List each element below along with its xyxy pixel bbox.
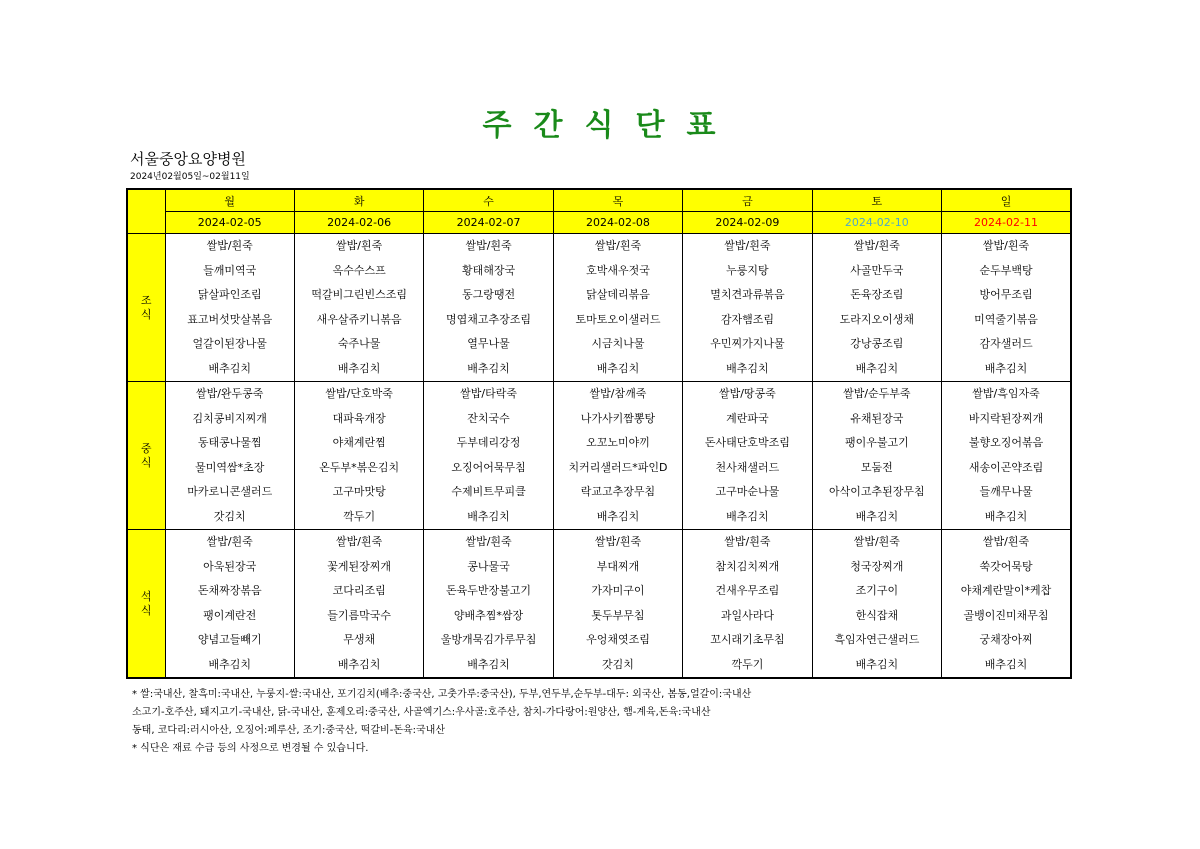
- day-menu-cell: [165, 382, 294, 530]
- menu-item: 쌀밥/흰죽: [465, 239, 512, 252]
- menu-item: 쌀밥/흰죽: [724, 535, 771, 548]
- menu-item: 양념고들빼기: [197, 633, 262, 646]
- menu-item: 배추김치: [596, 361, 640, 375]
- day-name: 수: [424, 189, 553, 212]
- menu-item: 치커리샐러드*파인D: [568, 460, 668, 474]
- menu-item: 배추김치: [726, 361, 769, 375]
- meal-label-char: 식: [140, 307, 152, 321]
- menu-item: 야채계란말이*케찹: [960, 584, 1052, 597]
- menu-item: 우민찌가지나물: [710, 337, 785, 350]
- menu-item: 팽이계란전: [203, 608, 257, 622]
- meal-row: [127, 382, 1071, 530]
- menu-item: 쌀밥/땅콩죽: [718, 387, 776, 400]
- day-date: 2024-02-08: [553, 212, 682, 234]
- meal-label-char: 조: [140, 293, 152, 307]
- menu-item: 잔치국수: [467, 411, 510, 425]
- origin-notes: [132, 686, 751, 758]
- menu-period: 2024년02월05일~02월11일: [130, 172, 250, 182]
- day-menu-cell: [294, 234, 423, 382]
- menu-item: 돈육장조림: [850, 288, 904, 301]
- day-menu-cell: [812, 234, 941, 382]
- menu-item: 배추김치: [984, 657, 1028, 671]
- day-menu-cell: [553, 234, 682, 382]
- menu-item: 두부데리강정: [456, 436, 521, 449]
- menu-item: 닭살파인조림: [197, 288, 262, 301]
- meal-label-char: 식: [140, 603, 152, 617]
- menu-item: 쑥갓어묵탕: [979, 559, 1033, 573]
- menu-item: 수제비트무피클: [451, 485, 526, 498]
- menu-item: 배추김치: [208, 361, 251, 375]
- menu-item: 무생채: [343, 633, 376, 646]
- day-menu-cell: [812, 382, 941, 530]
- menu-item: 갓김치: [213, 509, 246, 523]
- menu-item: 김치콩비지찌개: [192, 411, 267, 425]
- menu-item: 쌀밥/흰죽: [594, 535, 642, 548]
- menu-item: 배추김치: [337, 361, 381, 375]
- menu-item: 배추김치: [467, 361, 510, 375]
- hospital-name: 서울중앙요양병원: [130, 150, 246, 168]
- menu-item: 야채계란찜: [332, 436, 386, 449]
- day-date: 2024-02-05: [165, 212, 294, 234]
- meal-label: [127, 530, 165, 679]
- menu-item: 감자햄조림: [720, 312, 774, 326]
- menu-item: 오징어어묵무침: [451, 460, 526, 474]
- day-menu-cell: [424, 382, 553, 530]
- menu-item: 아욱된장국: [203, 559, 257, 573]
- menu-item: 팽이우불고기: [844, 436, 909, 449]
- menu-item: 마카로니콘샐러드: [187, 485, 273, 498]
- day-date: 2024-02-09: [683, 212, 812, 234]
- menu-item: 배추김치: [337, 657, 381, 671]
- menu-item: 울방개묵김가루무침: [440, 633, 537, 646]
- menu-item: 유채된장국: [850, 411, 904, 425]
- menu-item: 우엉채엿조림: [586, 633, 650, 646]
- menu-item: 사골만두국: [850, 263, 904, 277]
- menu-item: 건새우무조림: [715, 584, 780, 597]
- note-line: * 식단은 재료 수급 등의 사정으로 변경될 수 있습니다.: [132, 743, 369, 754]
- page-title: [0, 100, 1200, 144]
- menu-item: 코다리조림: [332, 584, 386, 597]
- menu-item: 돈육두반장불고기: [446, 584, 532, 597]
- menu-item: 도라지오이생채: [839, 312, 915, 326]
- menu-item: 새송이곤약조림: [968, 460, 1044, 474]
- menu-item: 동태콩나물찜: [197, 436, 262, 449]
- menu-item: 표고버섯맛살볶음: [187, 312, 273, 326]
- day-menu-cell: [553, 530, 682, 679]
- note-line: * 쌀:국내산, 찰흑미:국내산, 누룽지-쌀:국내산, 포기김치(배추:중국산, 고춧가루:중국산), 두부,연두부,순두부-대두: 외국산, 봄동,얼갈이:국내산: [132, 689, 752, 700]
- menu-item: 부대찌개: [596, 559, 640, 573]
- menu-item: 모둠전: [860, 460, 893, 474]
- menu-item: 과일사라다: [720, 608, 774, 622]
- menu-item: 쌀밥/완두콩죽: [195, 387, 264, 400]
- day-menu-cell: [294, 530, 423, 679]
- weekly-menu-table: [126, 188, 1072, 679]
- menu-item: 황태해장국: [461, 263, 516, 277]
- menu-item: 얼갈이된장나물: [192, 337, 267, 350]
- title-char: 단: [635, 108, 667, 143]
- menu-item: 조기구이: [855, 584, 899, 597]
- meal-label: [127, 234, 165, 382]
- day-name: 월: [165, 189, 294, 212]
- meal-row: [127, 530, 1071, 679]
- day-menu-cell: [165, 530, 294, 679]
- menu-item: 쌀밥/단호박죽: [325, 387, 393, 400]
- menu-item: 들기름막국수: [327, 608, 392, 622]
- meal-label: [127, 382, 165, 530]
- menu-item: 꼬시래기초무침: [710, 633, 785, 646]
- day-name: 금: [683, 189, 812, 212]
- menu-item: 열무나물: [467, 337, 510, 350]
- menu-item: 고구마순나물: [715, 485, 780, 498]
- menu-item: 배추김치: [984, 361, 1028, 375]
- meal-label-char: 식: [140, 455, 152, 469]
- day-name: 일: [942, 189, 1071, 212]
- menu-item: 흑임자연근샐러드: [834, 633, 920, 646]
- menu-item: 멸치견과류볶음: [710, 288, 785, 301]
- title-char: 간: [533, 108, 565, 143]
- day-name: 화: [294, 189, 423, 212]
- day-menu-cell: [683, 234, 812, 382]
- menu-item: 미역줄기볶음: [974, 312, 1038, 326]
- menu-item: 깍두기: [343, 509, 376, 523]
- menu-item: 바지락된장찌개: [968, 411, 1044, 425]
- menu-item: 쌀밥/타락죽: [460, 387, 517, 400]
- menu-item: 쌀밥/흰죽: [336, 535, 383, 548]
- menu-item: 쌀밥/흰죽: [724, 239, 771, 252]
- menu-item: 쌀밥/흰죽: [853, 535, 900, 548]
- menu-item: 배추김치: [855, 509, 899, 523]
- title-char: 주: [482, 108, 514, 143]
- day-date-saturday: 2024-02-10: [812, 212, 941, 234]
- menu-item: 궁채장아찌: [979, 633, 1033, 646]
- menu-item: 배추김치: [596, 509, 640, 523]
- menu-item: 나가사키짬뽕탕: [580, 411, 656, 425]
- menu-item: 아삭이고추된장무침: [829, 485, 925, 498]
- day-menu-cell: [165, 234, 294, 382]
- menu-item: 방어무조림: [979, 288, 1033, 301]
- menu-item: 시금치나물: [591, 337, 645, 350]
- menu-item: 쌀밥/흑임자죽: [972, 387, 1040, 400]
- menu-item: 돈채짜장볶음: [197, 584, 262, 597]
- menu-item: 한식잡채: [855, 608, 899, 622]
- day-menu-cell: [942, 530, 1071, 679]
- meal-label-char: 중: [140, 441, 152, 455]
- menu-item: 배추김치: [467, 657, 510, 671]
- day-menu-cell: [942, 382, 1071, 530]
- note-line: 동태, 코다리:러시아산, 오징어:페루산, 조기:중국산, 떡갈비-돈육:국내산: [132, 725, 445, 736]
- corner-cell: [127, 189, 165, 234]
- menu-item: 배추김치: [208, 657, 251, 671]
- menu-item: 돈사태단호박조림: [704, 436, 790, 449]
- menu-item: 물미역쌈*초장: [195, 460, 265, 474]
- menu-item: 배추김치: [467, 509, 510, 523]
- menu-item: 들깨무나물: [979, 485, 1033, 498]
- meal-row: [127, 234, 1071, 382]
- menu-item: 깍두기: [731, 657, 764, 671]
- menu-item: 쌀밥/흰죽: [206, 535, 253, 548]
- day-date-sunday: 2024-02-11: [942, 212, 1071, 234]
- menu-item: 옥수수스프: [332, 263, 386, 277]
- day-menu-cell: [424, 530, 553, 679]
- menu-item: 쌀밥/참깨죽: [589, 387, 647, 400]
- menu-item: 대파육개장: [332, 411, 386, 425]
- menu-item: 떡갈비그린빈스조림: [311, 288, 407, 301]
- menu-item: 계란파국: [726, 411, 769, 425]
- menu-item: 가자미구이: [591, 584, 645, 597]
- menu-item: 배추김치: [984, 509, 1028, 523]
- menu-item: 톳두부무침: [591, 608, 645, 622]
- menu-item: 감자샐러드: [979, 337, 1033, 350]
- menu-item: 동그랑땡전: [461, 288, 516, 301]
- day-menu-cell: [942, 234, 1071, 382]
- day-menu-cell: [294, 382, 423, 530]
- day-menu-cell: [424, 234, 553, 382]
- day-name: 토: [812, 189, 941, 212]
- menu-item: 쌀밥/흰죽: [465, 535, 512, 548]
- menu-item: 배추김치: [855, 361, 899, 375]
- menu-item: 토마토오이샐러드: [575, 312, 661, 326]
- menu-item: 쌀밥/흰죽: [594, 239, 642, 252]
- meal-label-char: 석: [140, 589, 152, 603]
- menu-item: 배추김치: [726, 509, 769, 523]
- menu-item: 호박새우젓국: [586, 263, 650, 277]
- day-menu-cell: [683, 530, 812, 679]
- menu-item: 숙주나물: [337, 337, 381, 350]
- menu-item: 참치김치찌개: [715, 559, 780, 573]
- title-char: 식: [584, 108, 616, 143]
- menu-item: 쌀밥/흰죽: [982, 239, 1030, 252]
- menu-item: 쌀밥/순두부죽: [843, 387, 911, 400]
- menu-item: 골뱅이진미채무침: [963, 608, 1049, 622]
- menu-item: 강낭콩조림: [850, 337, 904, 350]
- menu-item: 갓김치: [602, 657, 634, 671]
- menu-item: 쌀밥/흰죽: [206, 239, 253, 252]
- menu-item: 새우살쥬키니볶음: [316, 312, 402, 326]
- menu-item: 순두부백탕: [979, 263, 1033, 277]
- day-date: 2024-02-07: [424, 212, 553, 234]
- menu-item: 쌀밥/흰죽: [982, 535, 1030, 548]
- day-menu-cell: [553, 382, 682, 530]
- menu-item: 쌀밥/흰죽: [336, 239, 383, 252]
- day-menu-cell: [812, 530, 941, 679]
- menu-item: 온두부*볶은김치: [319, 460, 400, 474]
- menu-item: 닭살데리볶음: [586, 288, 650, 301]
- note-line: 소고기-호주산, 돼지고기-국내산, 닭-국내산, 훈제오리:중국산, 사골엑기스:우사골:호주산, 참치-가다랑어:원양산, 햄-계육,돈육:국내산: [132, 707, 711, 718]
- day-name: 목: [553, 189, 682, 212]
- menu-item: 불향오징어볶음: [968, 436, 1044, 449]
- day-date: 2024-02-06: [294, 212, 423, 234]
- menu-item: 천사채샐러드: [715, 460, 780, 474]
- day-menu-cell: [683, 382, 812, 530]
- menu-item: 양배추찜*쌈장: [453, 608, 524, 622]
- menu-item: 명엽채고추장조림: [446, 312, 532, 326]
- menu-item: 콩나물국: [467, 559, 510, 573]
- menu-item: 청국장찌개: [850, 559, 904, 573]
- menu-item: 들깨미역국: [203, 263, 257, 277]
- menu-item: 고구마맛탕: [332, 485, 386, 498]
- menu-item: 오꼬노미야끼: [586, 436, 650, 449]
- menu-item: 누룽지탕: [726, 263, 769, 277]
- title-char: 표: [686, 108, 718, 143]
- menu-item: 꽃게된장찌개: [327, 559, 392, 573]
- menu-item: 쌀밥/흰죽: [853, 239, 900, 252]
- menu-item: 배추김치: [855, 657, 899, 671]
- menu-item: 락교고추장무침: [580, 485, 656, 498]
